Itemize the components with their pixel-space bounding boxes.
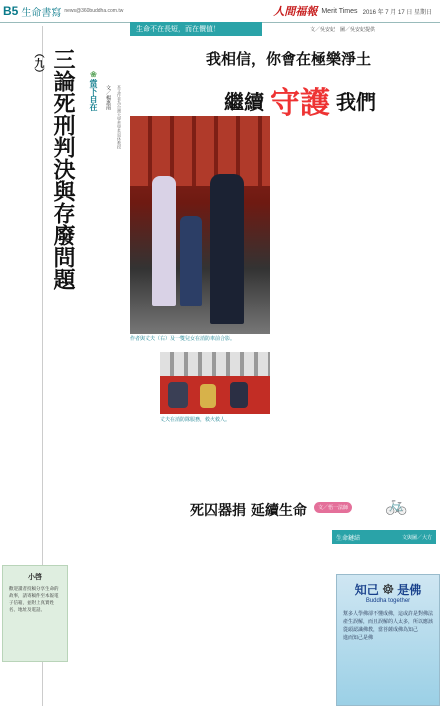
column-label: [80, 70, 100, 150]
ad-title-b: 是佛: [397, 583, 422, 597]
masthead-english: Merit Times: [321, 7, 358, 15]
column-name: 當下自在: [89, 79, 99, 111]
page-header: [0, 0, 440, 23]
leaf-icon: ❀: [89, 70, 99, 79]
banner-text: 生命不在長短，而在價值！: [136, 25, 220, 33]
left-body-text: [2, 26, 40, 556]
child-figure: [180, 216, 202, 306]
father-figure: [210, 174, 244, 324]
article-body-text: [48, 300, 126, 560]
mid-body-text-2: [130, 522, 330, 702]
article-title: [32, 48, 76, 298]
photo-caption: 作者與丈夫（右）及一雙兒女在消防車前合影。: [130, 336, 236, 342]
firefighter-icon-3: [230, 382, 248, 408]
fire-caption: 丈夫在消防隊服務，救火救人。: [160, 417, 231, 423]
notice-box: [2, 565, 68, 662]
firefighter-icon: [168, 382, 188, 408]
banner: [130, 22, 262, 36]
ad-subtitle: Buddha together: [365, 598, 411, 604]
headline-part-b: 守護: [270, 86, 330, 121]
author-tag: 文／悟一法師: [314, 502, 352, 513]
right-body-text-2: [274, 214, 424, 320]
right-body-text-3: [274, 330, 424, 430]
section-title: 生命書寫: [21, 7, 62, 19]
section-url: news@360buddha.com.tw: [64, 8, 124, 14]
truck-ladder-icon: [160, 352, 270, 376]
fire-truck-photo: [160, 352, 270, 414]
issue-date: 2016 年 7 月 17 日 星期日: [362, 9, 432, 16]
mother-figure: [152, 176, 176, 306]
newspaper-logo: 人間福報: [273, 5, 318, 18]
right-body-text-1: [274, 116, 424, 208]
headline-part-c: 我們: [336, 89, 376, 114]
article-author: 文／楊惠南: [105, 85, 111, 110]
author-intro: 本文作者為台灣大學哲學系退休教授: [117, 85, 122, 149]
headline-part-a: 繼續: [224, 89, 264, 114]
ad-title-a: 知己: [354, 583, 379, 597]
article-title-text: 三論死刑判決與存廢問題: [50, 48, 76, 290]
ad-cta: 進而知己是佛: [343, 635, 374, 641]
headline-line1: 我相信，你會在極樂淨土: [206, 50, 372, 68]
notice-title: 小啓: [28, 572, 42, 581]
firefighter-icon-2: [200, 384, 216, 408]
article-part: （九）: [32, 48, 43, 78]
bicycle-icon: 🚲: [385, 495, 408, 516]
family-photo: [130, 116, 270, 334]
page-number: B5: [3, 4, 19, 18]
headline-line2: [224, 80, 424, 120]
mid-headline: 死囚器捐 延續生命: [190, 503, 307, 519]
green-bar: [332, 530, 436, 544]
byline: 文／吳安妃 圖／吳安妃提供: [310, 27, 376, 33]
green-bar-byline: 文與圖／大方: [401, 534, 432, 541]
notice-body: 歡迎讀者投稿分享生命的故事，請寄稿件至本報電子信箱，並附上真實姓名、地址及電話。: [9, 587, 59, 613]
buddha-icon: ☸: [381, 581, 395, 598]
green-bar-label: 生命鏈結: [336, 534, 361, 542]
ad-body: 幫多人學佛卻不懂成佛，這或許是對佛法產生誤解，而且誤解的人太多，所以應該從頭認識佛教，當菩薩成佛為知己: [343, 611, 434, 633]
mid-body-text: [130, 430, 270, 500]
buddha-ad: [336, 574, 440, 706]
fire-truck-icon: [130, 116, 270, 186]
